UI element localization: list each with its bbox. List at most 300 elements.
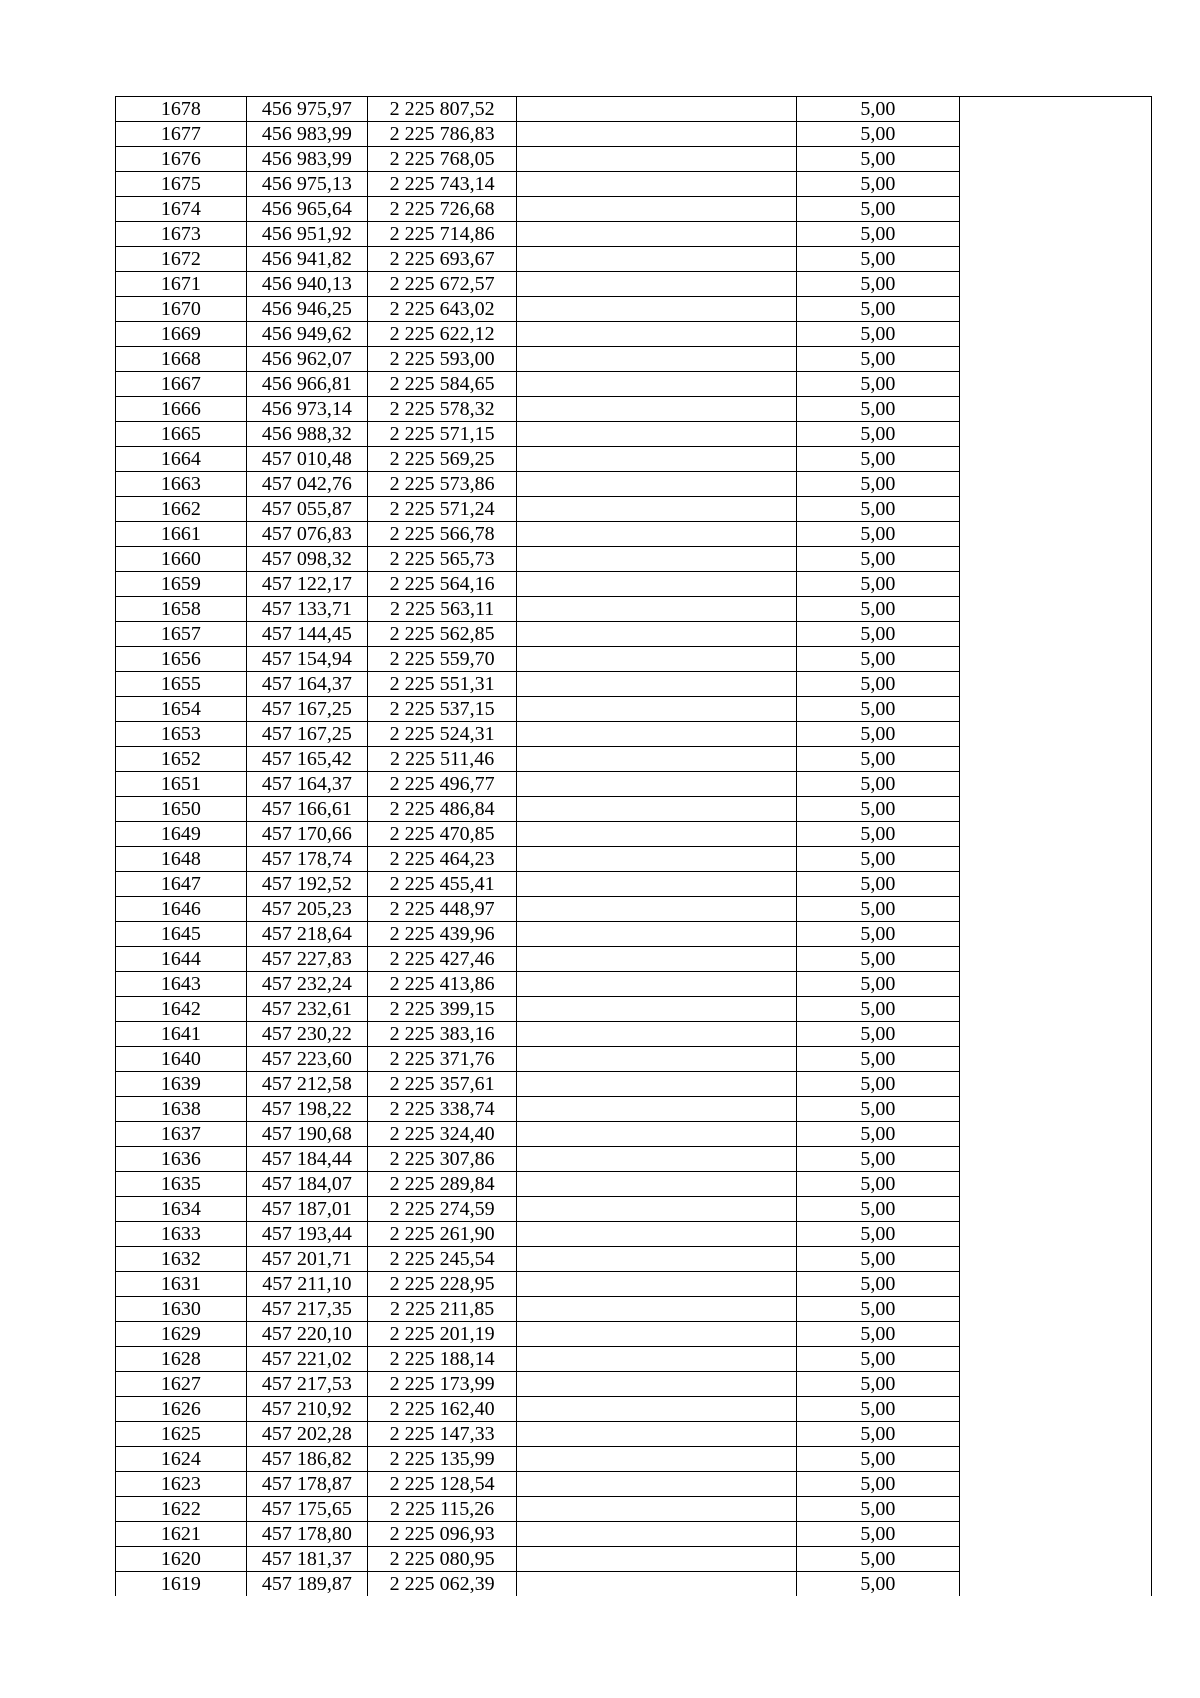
empty-cell (517, 997, 797, 1022)
table-row (116, 197, 1152, 222)
y-coordinate-cell: 2 225 559,70 (368, 647, 517, 672)
value-cell: 5,00 (797, 1197, 960, 1222)
table-row (116, 772, 1152, 797)
point-number-cell: 1656 (116, 647, 247, 672)
x-coordinate-cell: 456 983,99 (246, 147, 367, 172)
y-coordinate-cell: 2 225 464,23 (368, 847, 517, 872)
point-number-cell: 1619 (116, 1572, 247, 1597)
x-coordinate-cell: 456 946,25 (246, 297, 367, 322)
point-number-cell: 1627 (116, 1372, 247, 1397)
empty-cell (517, 697, 797, 722)
point-number-cell: 1623 (116, 1472, 247, 1497)
value-cell: 5,00 (797, 1222, 960, 1247)
empty-cell (517, 1572, 797, 1597)
y-coordinate-cell: 2 225 188,14 (368, 1347, 517, 1372)
empty-cell (517, 947, 797, 972)
y-coordinate-cell: 2 225 643,02 (368, 297, 517, 322)
value-cell: 5,00 (797, 1322, 960, 1347)
empty-cell (517, 647, 797, 672)
value-cell: 5,00 (797, 97, 960, 122)
table-row (116, 1547, 1152, 1572)
value-cell: 5,00 (797, 1172, 960, 1197)
table-row (116, 822, 1152, 847)
empty-last-cell (959, 1297, 1151, 1322)
empty-cell (517, 1547, 797, 1572)
value-cell: 5,00 (797, 647, 960, 672)
table-row (116, 1372, 1152, 1397)
x-coordinate-cell: 457 181,37 (246, 1547, 367, 1572)
empty-last-cell (959, 1272, 1151, 1297)
x-coordinate-cell: 457 166,61 (246, 797, 367, 822)
empty-last-cell (959, 697, 1151, 722)
table-row (116, 372, 1152, 397)
empty-cell (517, 372, 797, 397)
y-coordinate-cell: 2 225 786,83 (368, 122, 517, 147)
point-number-cell: 1624 (116, 1447, 247, 1472)
empty-cell (517, 1522, 797, 1547)
value-cell: 5,00 (797, 1147, 960, 1172)
value-cell: 5,00 (797, 1497, 960, 1522)
empty-last-cell (959, 747, 1151, 772)
point-number-cell: 1645 (116, 922, 247, 947)
empty-last-cell (959, 547, 1151, 572)
point-number-cell: 1663 (116, 472, 247, 497)
y-coordinate-cell: 2 225 201,19 (368, 1322, 517, 1347)
x-coordinate-cell: 456 975,13 (246, 172, 367, 197)
x-coordinate-cell: 457 178,74 (246, 847, 367, 872)
x-coordinate-cell: 456 973,14 (246, 397, 367, 422)
table-row (116, 472, 1152, 497)
y-coordinate-cell: 2 225 455,41 (368, 872, 517, 897)
point-number-cell: 1622 (116, 1497, 247, 1522)
x-coordinate-cell: 457 211,10 (246, 1272, 367, 1297)
y-coordinate-cell: 2 225 714,86 (368, 222, 517, 247)
table-row (116, 1172, 1152, 1197)
y-coordinate-cell: 2 225 563,11 (368, 597, 517, 622)
y-coordinate-cell: 2 225 274,59 (368, 1197, 517, 1222)
x-coordinate-cell: 457 189,87 (246, 1572, 367, 1597)
empty-cell (517, 1172, 797, 1197)
table-row (116, 122, 1152, 147)
empty-cell (517, 447, 797, 472)
value-cell: 5,00 (797, 247, 960, 272)
value-cell: 5,00 (797, 297, 960, 322)
empty-last-cell (959, 672, 1151, 697)
y-coordinate-cell: 2 225 565,73 (368, 547, 517, 572)
empty-cell (517, 872, 797, 897)
table-row (116, 722, 1152, 747)
y-coordinate-cell: 2 225 564,16 (368, 572, 517, 597)
y-coordinate-cell: 2 225 162,40 (368, 1397, 517, 1422)
x-coordinate-cell: 457 010,48 (246, 447, 367, 472)
y-coordinate-cell: 2 225 289,84 (368, 1172, 517, 1197)
empty-last-cell (959, 1247, 1151, 1272)
empty-cell (517, 222, 797, 247)
table-row (116, 1497, 1152, 1522)
y-coordinate-cell: 2 225 511,46 (368, 747, 517, 772)
point-number-cell: 1631 (116, 1272, 247, 1297)
empty-last-cell (959, 1172, 1151, 1197)
empty-last-cell (959, 322, 1151, 347)
point-number-cell: 1671 (116, 272, 247, 297)
empty-last-cell (959, 247, 1151, 272)
value-cell: 5,00 (797, 1572, 960, 1597)
point-number-cell: 1673 (116, 222, 247, 247)
point-number-cell: 1651 (116, 772, 247, 797)
empty-last-cell (959, 297, 1151, 322)
empty-cell (517, 1072, 797, 1097)
empty-last-cell (959, 1372, 1151, 1397)
empty-cell (517, 297, 797, 322)
value-cell: 5,00 (797, 422, 960, 447)
point-number-cell: 1638 (116, 1097, 247, 1122)
empty-cell (517, 1047, 797, 1072)
table-row (116, 1522, 1152, 1547)
empty-last-cell (959, 1122, 1151, 1147)
point-number-cell: 1650 (116, 797, 247, 822)
table-row (116, 222, 1152, 247)
value-cell: 5,00 (797, 897, 960, 922)
table-row (116, 997, 1152, 1022)
empty-last-cell (959, 472, 1151, 497)
table-row (116, 422, 1152, 447)
y-coordinate-cell: 2 225 571,15 (368, 422, 517, 447)
table-row (116, 522, 1152, 547)
empty-last-cell (959, 947, 1151, 972)
empty-cell (517, 1447, 797, 1472)
empty-last-cell (959, 497, 1151, 522)
value-cell: 5,00 (797, 697, 960, 722)
x-coordinate-cell: 457 122,17 (246, 572, 367, 597)
value-cell: 5,00 (797, 172, 960, 197)
value-cell: 5,00 (797, 1347, 960, 1372)
value-cell: 5,00 (797, 1472, 960, 1497)
table-row (116, 1447, 1152, 1472)
value-cell: 5,00 (797, 397, 960, 422)
point-number-cell: 1653 (116, 722, 247, 747)
y-coordinate-cell: 2 225 486,84 (368, 797, 517, 822)
y-coordinate-cell: 2 225 128,54 (368, 1472, 517, 1497)
point-number-cell: 1639 (116, 1072, 247, 1097)
y-coordinate-cell: 2 225 672,57 (368, 272, 517, 297)
point-number-cell: 1675 (116, 172, 247, 197)
table-row (116, 622, 1152, 647)
empty-last-cell (959, 572, 1151, 597)
empty-cell (517, 197, 797, 222)
table-row (116, 872, 1152, 897)
table-row (116, 847, 1152, 872)
x-coordinate-cell: 457 170,66 (246, 822, 367, 847)
table-row (116, 1097, 1152, 1122)
point-number-cell: 1660 (116, 547, 247, 572)
point-number-cell: 1665 (116, 422, 247, 447)
empty-last-cell (959, 1222, 1151, 1247)
empty-last-cell (959, 1397, 1151, 1422)
empty-cell (517, 422, 797, 447)
value-cell: 5,00 (797, 622, 960, 647)
empty-last-cell (959, 722, 1151, 747)
table-row (116, 697, 1152, 722)
point-number-cell: 1625 (116, 1422, 247, 1447)
value-cell: 5,00 (797, 872, 960, 897)
empty-cell (517, 1222, 797, 1247)
y-coordinate-cell: 2 225 228,95 (368, 1272, 517, 1297)
value-cell: 5,00 (797, 797, 960, 822)
point-number-cell: 1670 (116, 297, 247, 322)
point-number-cell: 1620 (116, 1547, 247, 1572)
x-coordinate-cell: 456 983,99 (246, 122, 367, 147)
y-coordinate-cell: 2 225 551,31 (368, 672, 517, 697)
empty-last-cell (959, 222, 1151, 247)
empty-cell (517, 247, 797, 272)
empty-cell (517, 1297, 797, 1322)
empty-cell (517, 1197, 797, 1222)
table-row (116, 1072, 1152, 1097)
value-cell: 5,00 (797, 1447, 960, 1472)
value-cell: 5,00 (797, 847, 960, 872)
point-number-cell: 1668 (116, 347, 247, 372)
y-coordinate-cell: 2 225 439,96 (368, 922, 517, 947)
x-coordinate-cell: 456 940,13 (246, 272, 367, 297)
x-coordinate-cell: 457 227,83 (246, 947, 367, 972)
y-coordinate-cell: 2 225 593,00 (368, 347, 517, 372)
point-number-cell: 1678 (116, 97, 247, 122)
point-number-cell: 1635 (116, 1172, 247, 1197)
table-row (116, 172, 1152, 197)
table-row (116, 297, 1152, 322)
empty-cell (517, 1497, 797, 1522)
x-coordinate-cell: 457 184,07 (246, 1172, 367, 1197)
x-coordinate-cell: 456 966,81 (246, 372, 367, 397)
empty-cell (517, 1247, 797, 1272)
y-coordinate-cell: 2 225 338,74 (368, 1097, 517, 1122)
empty-last-cell (959, 872, 1151, 897)
y-coordinate-cell: 2 225 743,14 (368, 172, 517, 197)
table-row (116, 247, 1152, 272)
value-cell: 5,00 (797, 547, 960, 572)
empty-last-cell (959, 122, 1151, 147)
x-coordinate-cell: 457 201,71 (246, 1247, 367, 1272)
empty-cell (517, 797, 797, 822)
x-coordinate-cell: 457 076,83 (246, 522, 367, 547)
point-number-cell: 1662 (116, 497, 247, 522)
table-row (116, 1322, 1152, 1347)
y-coordinate-cell: 2 225 622,12 (368, 322, 517, 347)
x-coordinate-cell: 457 220,10 (246, 1322, 367, 1347)
value-cell: 5,00 (797, 472, 960, 497)
point-number-cell: 1621 (116, 1522, 247, 1547)
empty-cell (517, 1322, 797, 1347)
table-row (116, 497, 1152, 522)
x-coordinate-cell: 456 975,97 (246, 97, 367, 122)
empty-cell (517, 497, 797, 522)
empty-last-cell (959, 1522, 1151, 1547)
x-coordinate-cell: 457 178,87 (246, 1472, 367, 1497)
empty-last-cell (959, 847, 1151, 872)
value-cell: 5,00 (797, 197, 960, 222)
x-coordinate-cell: 457 178,80 (246, 1522, 367, 1547)
empty-cell (517, 597, 797, 622)
table-row (116, 947, 1152, 972)
value-cell: 5,00 (797, 997, 960, 1022)
empty-last-cell (959, 422, 1151, 447)
x-coordinate-cell: 457 232,61 (246, 997, 367, 1022)
empty-last-cell (959, 1347, 1151, 1372)
empty-last-cell (959, 372, 1151, 397)
table-row (116, 1122, 1152, 1147)
x-coordinate-cell: 457 210,92 (246, 1397, 367, 1422)
point-number-cell: 1633 (116, 1222, 247, 1247)
point-number-cell: 1634 (116, 1197, 247, 1222)
empty-cell (517, 322, 797, 347)
empty-last-cell (959, 822, 1151, 847)
table-row (116, 1047, 1152, 1072)
point-number-cell: 1676 (116, 147, 247, 172)
table-row (116, 447, 1152, 472)
point-number-cell: 1636 (116, 1147, 247, 1172)
x-coordinate-cell: 457 232,24 (246, 972, 367, 997)
empty-last-cell (959, 897, 1151, 922)
value-cell: 5,00 (797, 1097, 960, 1122)
table-row (116, 397, 1152, 422)
empty-last-cell (959, 597, 1151, 622)
empty-cell (517, 622, 797, 647)
value-cell: 5,00 (797, 447, 960, 472)
x-coordinate-cell: 457 223,60 (246, 1047, 367, 1072)
empty-cell (517, 522, 797, 547)
value-cell: 5,00 (797, 1422, 960, 1447)
empty-last-cell (959, 197, 1151, 222)
empty-cell (517, 1097, 797, 1122)
x-coordinate-cell: 456 962,07 (246, 347, 367, 372)
y-coordinate-cell: 2 225 080,95 (368, 1547, 517, 1572)
y-coordinate-cell: 2 225 578,32 (368, 397, 517, 422)
empty-last-cell (959, 272, 1151, 297)
y-coordinate-cell: 2 225 399,15 (368, 997, 517, 1022)
empty-cell (517, 1022, 797, 1047)
empty-last-cell (959, 1322, 1151, 1347)
point-number-cell: 1644 (116, 947, 247, 972)
x-coordinate-cell: 456 965,64 (246, 197, 367, 222)
y-coordinate-cell: 2 225 571,24 (368, 497, 517, 522)
y-coordinate-cell: 2 225 726,68 (368, 197, 517, 222)
table-row (116, 347, 1152, 372)
point-number-cell: 1672 (116, 247, 247, 272)
point-number-cell: 1646 (116, 897, 247, 922)
x-coordinate-cell: 457 217,35 (246, 1297, 367, 1322)
point-number-cell: 1664 (116, 447, 247, 472)
y-coordinate-cell: 2 225 261,90 (368, 1222, 517, 1247)
y-coordinate-cell: 2 225 324,40 (368, 1122, 517, 1147)
point-number-cell: 1626 (116, 1397, 247, 1422)
empty-last-cell (959, 1572, 1151, 1597)
empty-cell (517, 147, 797, 172)
point-number-cell: 1669 (116, 322, 247, 347)
y-coordinate-cell: 2 225 062,39 (368, 1572, 517, 1597)
y-coordinate-cell: 2 225 371,76 (368, 1047, 517, 1072)
table-row (116, 272, 1152, 297)
table-row (116, 897, 1152, 922)
x-coordinate-cell: 456 949,62 (246, 322, 367, 347)
point-number-cell: 1677 (116, 122, 247, 147)
empty-cell (517, 672, 797, 697)
table-row (116, 572, 1152, 597)
point-number-cell: 1642 (116, 997, 247, 1022)
point-number-cell: 1643 (116, 972, 247, 997)
empty-last-cell (959, 347, 1151, 372)
value-cell: 5,00 (797, 747, 960, 772)
x-coordinate-cell: 457 192,52 (246, 872, 367, 897)
table-row (116, 1472, 1152, 1497)
value-cell: 5,00 (797, 1247, 960, 1272)
point-number-cell: 1652 (116, 747, 247, 772)
y-coordinate-cell: 2 225 427,46 (368, 947, 517, 972)
point-number-cell: 1674 (116, 197, 247, 222)
point-number-cell: 1641 (116, 1022, 247, 1047)
empty-cell (517, 772, 797, 797)
table-row (116, 1197, 1152, 1222)
y-coordinate-cell: 2 225 566,78 (368, 522, 517, 547)
empty-last-cell (959, 147, 1151, 172)
empty-last-cell (959, 622, 1151, 647)
table-row (116, 647, 1152, 672)
x-coordinate-cell: 457 218,64 (246, 922, 367, 947)
table-row (116, 1147, 1152, 1172)
empty-cell (517, 822, 797, 847)
empty-last-cell (959, 1072, 1151, 1097)
x-coordinate-cell: 456 988,32 (246, 422, 367, 447)
value-cell: 5,00 (797, 1297, 960, 1322)
table-row (116, 797, 1152, 822)
empty-last-cell (959, 1472, 1151, 1497)
table-row (116, 1222, 1152, 1247)
x-coordinate-cell: 457 186,82 (246, 1447, 367, 1472)
x-coordinate-cell: 457 175,65 (246, 1497, 367, 1522)
point-number-cell: 1667 (116, 372, 247, 397)
table-row (116, 1397, 1152, 1422)
empty-last-cell (959, 997, 1151, 1022)
empty-last-cell (959, 1497, 1151, 1522)
value-cell: 5,00 (797, 1547, 960, 1572)
table-row (116, 922, 1152, 947)
empty-last-cell (959, 1147, 1151, 1172)
value-cell: 5,00 (797, 347, 960, 372)
table-row (116, 1422, 1152, 1447)
point-number-cell: 1659 (116, 572, 247, 597)
x-coordinate-cell: 457 144,45 (246, 622, 367, 647)
value-cell: 5,00 (797, 372, 960, 397)
value-cell: 5,00 (797, 522, 960, 547)
empty-cell (517, 397, 797, 422)
table-row (116, 1272, 1152, 1297)
value-cell: 5,00 (797, 147, 960, 172)
value-cell: 5,00 (797, 672, 960, 697)
point-number-cell: 1649 (116, 822, 247, 847)
value-cell: 5,00 (797, 772, 960, 797)
y-coordinate-cell: 2 225 470,85 (368, 822, 517, 847)
y-coordinate-cell: 2 225 245,54 (368, 1247, 517, 1272)
point-number-cell: 1654 (116, 697, 247, 722)
empty-last-cell (959, 97, 1151, 122)
point-number-cell: 1629 (116, 1322, 247, 1347)
empty-cell (517, 472, 797, 497)
empty-last-cell (959, 1047, 1151, 1072)
empty-last-cell (959, 522, 1151, 547)
empty-cell (517, 347, 797, 372)
value-cell: 5,00 (797, 1047, 960, 1072)
point-number-cell: 1647 (116, 872, 247, 897)
x-coordinate-cell: 457 042,76 (246, 472, 367, 497)
